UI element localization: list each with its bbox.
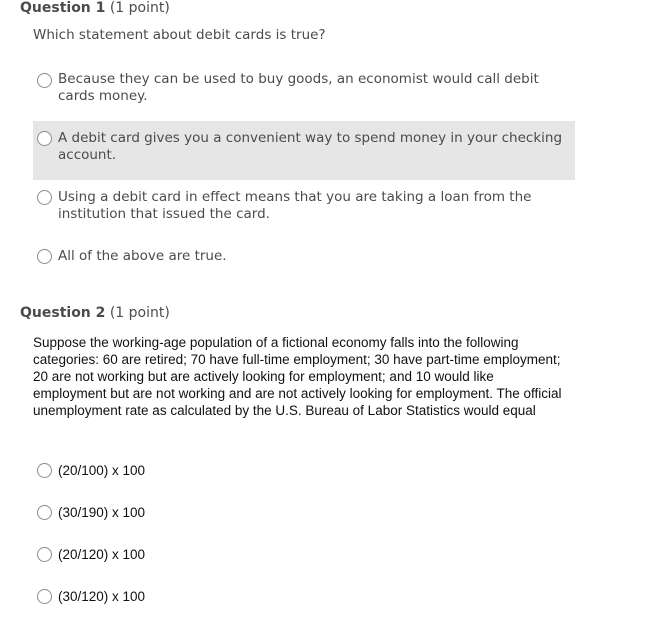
question-2-option-3[interactable] <box>33 539 575 573</box>
radio-button-icon[interactable] <box>37 589 52 604</box>
question-1-number: Question 1 <box>20 0 106 16</box>
question-1-option-2[interactable] <box>33 121 575 180</box>
radio-button-icon[interactable] <box>37 505 52 520</box>
option-label: (20/120) x 100 <box>58 547 146 562</box>
option-label: A debit card gives you a convenient way to spend money in your checking account. <box>58 130 563 163</box>
question-1-option-4[interactable] <box>33 240 575 274</box>
radio-button-icon[interactable] <box>37 190 52 205</box>
option-label: (30/120) x 100 <box>58 589 146 604</box>
question-1-prompt: Which statement about debit cards is true? <box>33 27 326 43</box>
radio-button-icon[interactable] <box>37 73 52 88</box>
radio-button-icon[interactable] <box>37 463 52 478</box>
question-2-option-2[interactable] <box>33 497 575 531</box>
option-label: All of the above are true. <box>58 248 227 264</box>
question-2-option-4[interactable] <box>33 581 575 615</box>
option-label: Because they can be used to buy goods, an economist would call debit cards money. <box>58 71 539 104</box>
question-1-option-3[interactable] <box>33 181 575 233</box>
question-2-header <box>20 305 170 321</box>
option-label: Using a debit card in effect means that you are taking a loan from the institution that issued the card. <box>58 189 532 222</box>
radio-button-icon[interactable] <box>37 249 52 264</box>
radio-button-icon[interactable] <box>37 547 52 562</box>
question-2-prompt: Suppose the working-age population of a fictional economy falls into the following categories: 60 are retired; 70 have full-time employment; 30 have part-time employment; 20 are not working but are actively looking for employment; and 10 would like employment but are not working and are not actively looking for employment. The official unemployment rate as calculated by the U.S. Bureau of Labor Statistics would equal <box>33 335 562 418</box>
question-2-number: Question 2 <box>20 305 106 321</box>
radio-button-icon[interactable] <box>37 131 52 146</box>
question-1-points: (1 point) <box>109 0 170 16</box>
question-1-header <box>20 0 170 16</box>
option-label: (30/190) x 100 <box>58 505 146 520</box>
option-label: (20/100) x 100 <box>58 463 146 478</box>
question-2-option-1[interactable] <box>33 455 575 489</box>
question-1-option-1[interactable] <box>33 64 575 116</box>
question-2-points: (1 point) <box>109 305 170 321</box>
